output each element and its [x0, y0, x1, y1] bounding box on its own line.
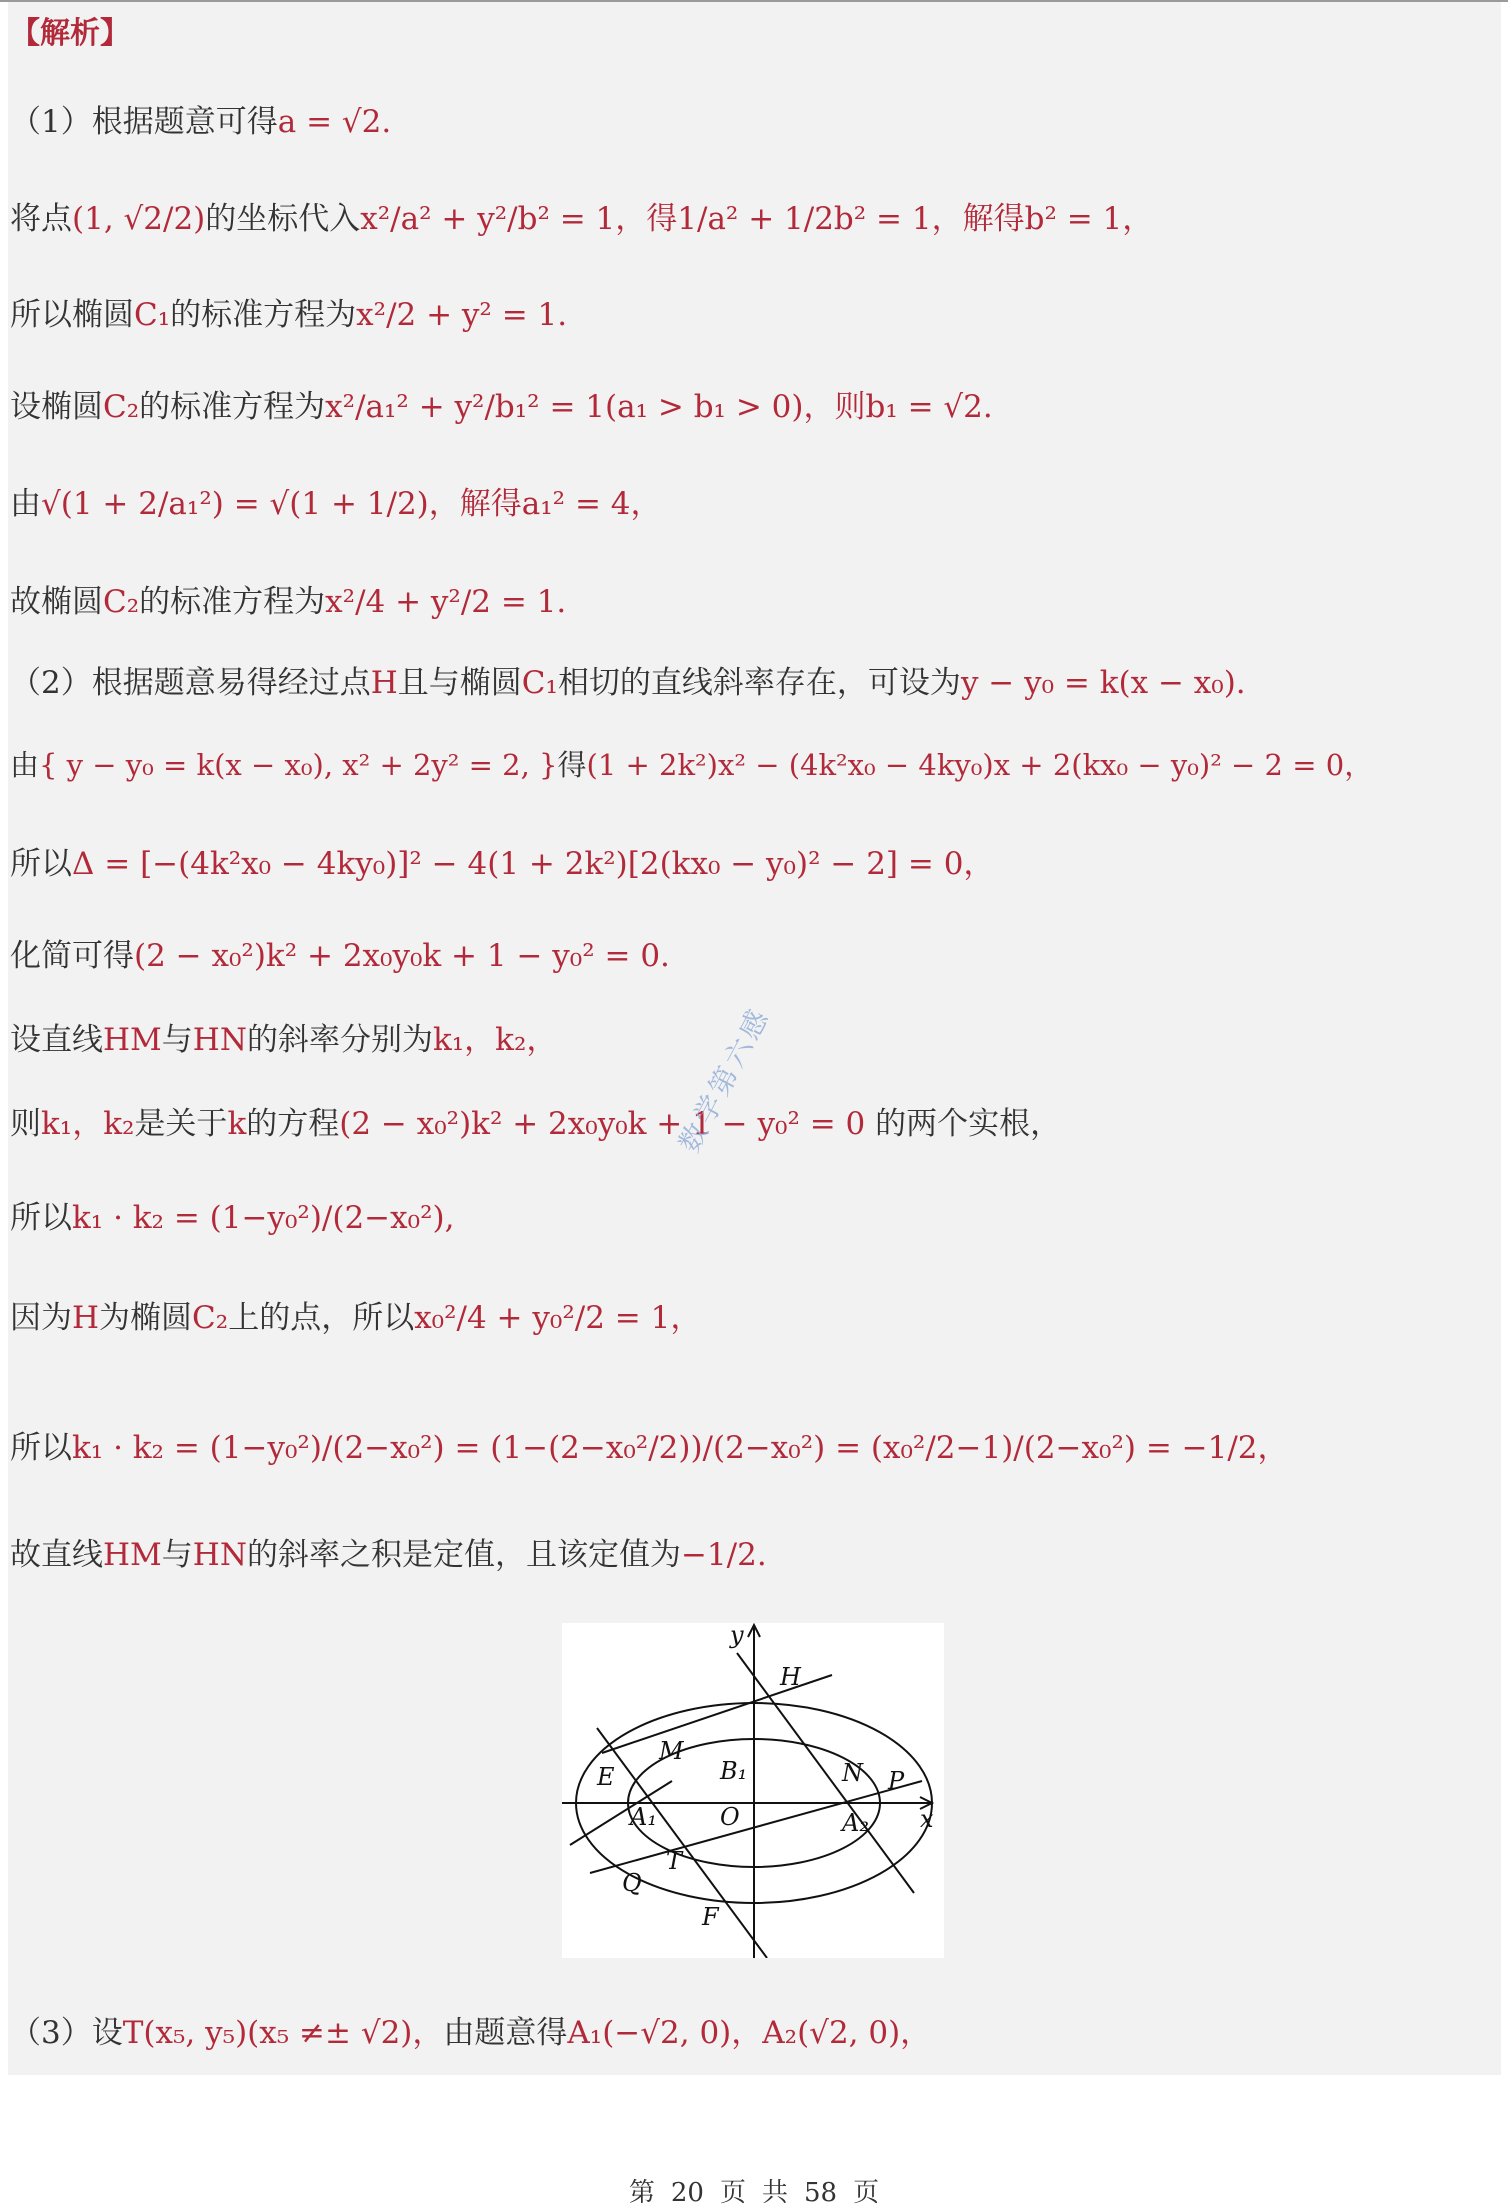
ellipse-figure: [562, 1623, 944, 1958]
line-5: [10, 486, 662, 523]
math: a = √2.: [277, 104, 392, 140]
line-1: [10, 104, 391, 141]
text: 为椭圆: [99, 1300, 193, 1336]
footer-text: 页: [853, 2178, 880, 2208]
page-footer: [0, 2172, 1508, 2209]
text: 的斜率分别为: [246, 1022, 433, 1058]
label-x: x: [920, 1805, 934, 1833]
text: 设直线: [10, 1022, 103, 1058]
text: 所以: [10, 1200, 72, 1236]
text: 则: [10, 1106, 41, 1142]
line-11: [10, 1022, 557, 1059]
line-10: [10, 938, 670, 975]
label-o: O: [720, 1803, 740, 1831]
text: 的标准方程为: [139, 584, 326, 620]
text: 由题意得: [443, 2015, 568, 2051]
text: 由: [10, 748, 40, 782]
text: 化简可得: [10, 938, 134, 974]
label-f: F: [702, 1903, 719, 1931]
footer-text: 第: [628, 2178, 655, 2208]
text: （1）根据题意可得: [10, 104, 278, 140]
page-number: 20: [670, 2178, 704, 2208]
math: C₂: [103, 389, 140, 425]
math: √(1 + 2/a₁²) = √(1 + 1/2)，解得a₁² = 4，: [41, 486, 662, 522]
footer-text: 页: [719, 2178, 746, 2208]
math: Δ = [−(4k²x₀ − 4ky₀)]² − 4(1 + 2k²)[2(kx₀ − y₀)² − 2] = 0，: [72, 846, 995, 882]
label-b1: B₁: [720, 1757, 748, 1785]
math: (2 − x₀²)k² + 2x₀y₀k + 1 − y₀² = 0: [339, 1106, 866, 1142]
text: 设椭圆: [10, 389, 103, 425]
math: HM: [103, 1537, 162, 1573]
math: HN: [192, 1537, 247, 1573]
label-h: H: [780, 1663, 801, 1691]
label-a1: A₁: [630, 1803, 657, 1831]
line-2: [10, 201, 1153, 238]
text: 是关于: [134, 1106, 228, 1142]
watermark: 数学第六感: [672, 1001, 777, 1158]
line-14: [10, 1300, 701, 1337]
text: 得: [557, 748, 587, 782]
text: 所以: [10, 1430, 72, 1466]
text: 因为: [10, 1300, 72, 1336]
label-e: E: [597, 1763, 615, 1791]
line-17: [10, 2015, 931, 2052]
label-n: N: [842, 1759, 863, 1787]
math: x²/a² + y²/b² = 1，得1/a² + 1/2b² = 1，解得b² = 1，: [360, 201, 1154, 237]
line-7: [10, 665, 1246, 702]
text: 将点: [10, 201, 72, 237]
math: HM: [103, 1022, 162, 1058]
text: 的标准方程为: [139, 389, 326, 425]
footer-text: 共: [762, 2178, 789, 2208]
line-15: [10, 1430, 1289, 1467]
text: 的标准方程为: [170, 297, 357, 333]
text: 所以: [10, 846, 72, 882]
text: 的斜率之积是定值，且该定值为: [246, 1537, 681, 1573]
math: A₁(−√2, 0)，A₂(√2, 0)，: [567, 2015, 932, 2051]
text: 与: [161, 1022, 193, 1058]
math: k₁ · k₂ = (1−y₀²)/(2−x₀²),: [72, 1200, 455, 1236]
math: C₁: [134, 297, 171, 333]
math: H: [72, 1300, 100, 1336]
label-a2: A₂: [842, 1809, 869, 1837]
text: 相切的直线斜率存在，可设为: [557, 665, 961, 701]
math: HN: [192, 1022, 247, 1058]
math: k₁ · k₂ = (1−y₀²)/(2−x₀²) = (1−(2−x₀²/2))/(2−x₀²) = (x₀²/2−1)/(2−x₀²) = −1/2，: [72, 1430, 1289, 1466]
text: 所以椭圆: [10, 297, 134, 333]
line-6: [10, 584, 566, 621]
line-13: [10, 1200, 454, 1237]
math: x²/4 + y²/2 = 1.: [325, 584, 567, 620]
math: (1, √2/2): [72, 201, 206, 237]
math: C₂: [192, 1300, 229, 1336]
math: y − y₀ = k(x − x₀).: [960, 665, 1246, 701]
text: 故直线: [10, 1537, 103, 1573]
math: (2 − x₀²)k² + 2x₀y₀k + 1 − y₀² = 0.: [134, 938, 670, 974]
line-16: [10, 1537, 767, 1574]
line-4: [10, 389, 993, 426]
math: (1 + 2k²)x² − (4k²x₀ − 4ky₀)x + 2(kx₀ − y₀)² − 2 = 0，: [586, 748, 1374, 782]
math: −1/2.: [680, 1537, 767, 1573]
text: 且与椭圆: [397, 665, 522, 701]
ellipse-diagram: [562, 1623, 944, 1958]
label-t: T: [666, 1847, 683, 1875]
math: { y − y₀ = k(x − x₀), x² + 2y² = 2, }: [39, 748, 558, 782]
math: x²/a₁² + y²/b₁² = 1(a₁ > b₁ > 0)，则b₁ = √2.: [325, 389, 993, 425]
math: k: [227, 1106, 247, 1142]
line-12: [10, 1106, 1061, 1143]
text: （2）根据题意易得经过点: [10, 665, 371, 701]
line-9: [10, 846, 994, 883]
line-3: [10, 297, 567, 334]
math: H: [370, 665, 398, 701]
text: 的坐标代入: [205, 201, 361, 237]
text: 由: [10, 486, 41, 522]
math: x₀²/4 + y₀²/2 = 1，: [414, 1300, 702, 1336]
math: k₁，k₂，: [432, 1022, 558, 1058]
line-8: [10, 748, 1373, 783]
math: x²/2 + y² = 1.: [356, 297, 568, 333]
text: （3）设: [10, 2015, 123, 2051]
label-y: y: [730, 1623, 744, 1649]
label-m: M: [659, 1737, 684, 1765]
page-total: 58: [804, 2178, 838, 2208]
text: 与: [161, 1537, 193, 1573]
text: 的方程: [246, 1106, 340, 1142]
math: k₁，k₂: [41, 1106, 135, 1142]
text: 的两个实根，: [865, 1106, 1062, 1142]
label-q: Q: [622, 1869, 642, 1897]
label-p: P: [888, 1767, 905, 1795]
math: C₂: [103, 584, 140, 620]
math: C₁: [521, 665, 558, 701]
heading: 【解析】: [10, 16, 130, 51]
math: T(x₅, y₅)(x₅ ≠± √2)，: [122, 2015, 444, 2051]
text: 上的点，所以: [228, 1300, 415, 1336]
text: 故椭圆: [10, 584, 103, 620]
